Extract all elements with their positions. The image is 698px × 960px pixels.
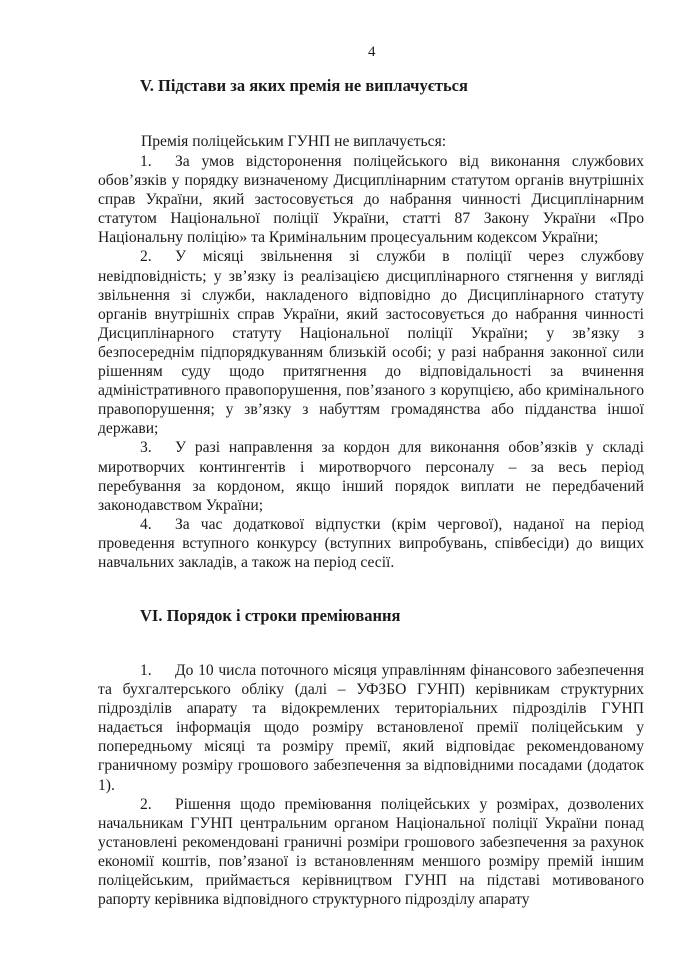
section-5-intro: Премія поліцейським ГУНП не виплачується: bbox=[141, 133, 447, 150]
section-6-item-2 bbox=[98, 795, 644, 910]
section-6-list bbox=[98, 661, 644, 909]
item-text: За умов відсторонення поліцейського від виконання службових обов’язків у порядку визначеному Дисциплінарним статутом органів внутрішніх справ України, який застосовується до набрання чинності Дисциплінарним статутом Національної поліції України, статті 87 Закону України «Про Національну поліцію» та Кримінальним процесуальним кодексом України; bbox=[98, 153, 644, 247]
item-number: 1. bbox=[140, 662, 152, 679]
section-5-item-3 bbox=[98, 438, 644, 514]
item-number: 4. bbox=[140, 515, 152, 533]
page-number: 4 bbox=[368, 44, 376, 60]
item-number: 1. bbox=[140, 153, 152, 170]
item-text: Рішення щодо преміювання поліцейських у розмірах, дозволених начальникам ГУНП центральним органом Національної поліції України понад установлені рекомендовані граничні розміри грошового забезпечення за рахунок економії коштів, пов’язаної із встановленням меншого розміру премій іншим поліцейським, приймається керівництвом ГУНП на підставі мотивованого рапорту керівника відповідного структурного підрозділу апарату bbox=[98, 795, 644, 909]
section-5-list bbox=[98, 152, 644, 572]
section-5-item-4 bbox=[98, 515, 644, 572]
item-text: У місяці звільнення зі служби в поліції через службову невідповідність; у зв’язку із реалізацією дисциплінарного стягнення у вигляді звільнення зі служби, накладеного відповідно до Дисциплінарного статуту органів внутрішніх справ України, який застосовується до набрання чинності Дисциплінарного статуту Національної поліції України; у зв’язку з безпосереднім підпорядкуванням близькій особі; у разі набрання законної сили рішенням суду щодо притягнення до відповідальності за вчинення адміністративного правопорушення, пов’язаного з корупцією, або кримінального правопорушення; у зв’язку з набуттям громадянства або підданства іншої держави; bbox=[98, 248, 644, 438]
item-text: За час додаткової відпустки (крім чергової), наданої на період проведення вступного конкурсу (вступних випробувань, співбесіди) до вищих навчальних закладів, а також на період сесії. bbox=[98, 515, 644, 571]
section-5-item-2 bbox=[98, 247, 644, 438]
item-text: До 10 числа поточного місяця управлінням фінансового забезпечення та бухгалтерського обліку (далі – УФЗБО ГУНП) керівникам структурних підрозділів апарату та відокремлених територіальних підрозділів ГУНП надається інформація щодо розміру встановленої премії поліцейським у попередньому місяці та розміру премії, який відповідає рекомендованому граничному розміру грошового забезпечення за відповідними посадами (додаток 1). bbox=[98, 662, 644, 794]
item-number: 2. bbox=[140, 795, 152, 813]
section-6-item-1 bbox=[98, 661, 644, 795]
section-5-title: V. Підстави за яких премія не виплачується bbox=[140, 76, 468, 95]
section-6-title: VI. Порядок і строки преміювання bbox=[140, 606, 401, 625]
section-5-item-1 bbox=[98, 152, 644, 247]
item-number: 2. bbox=[140, 248, 152, 266]
item-number: 3. bbox=[140, 439, 152, 457]
item-text: У разі направлення за кордон для виконання обов’язків у складі миротворчих контингентів і миротворчого персоналу – за весь період перебування за кордоном, якщо інший порядок виплати не передбачений законодавством України; bbox=[98, 439, 644, 514]
